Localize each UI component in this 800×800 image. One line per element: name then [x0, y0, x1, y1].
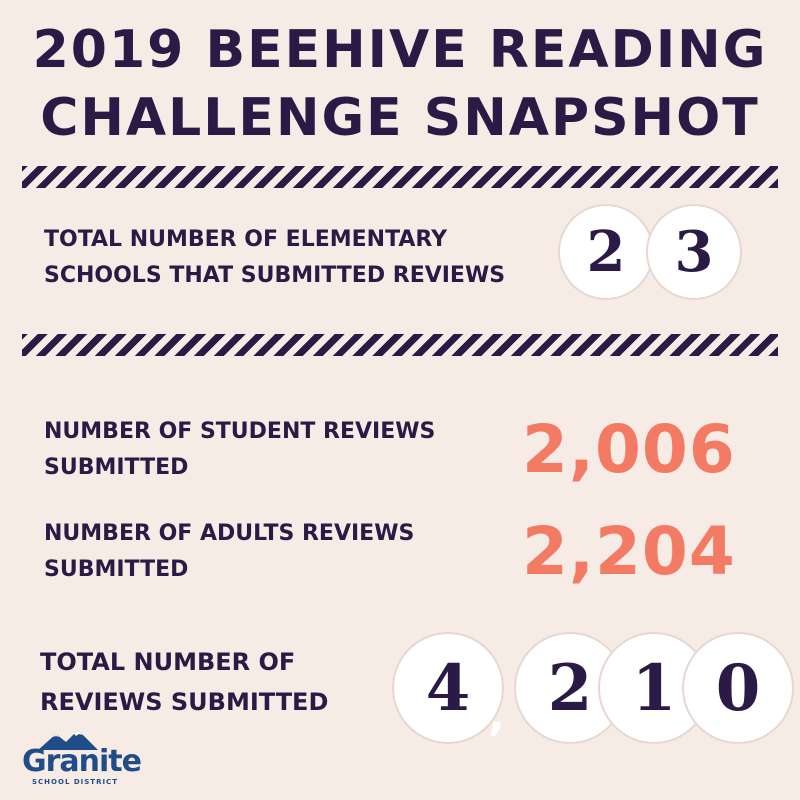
- adult-reviews-value: 2,204: [522, 513, 736, 590]
- logo-subtitle: SCHOOL DISTRICT: [32, 778, 118, 786]
- title-line-2: CHALLENGE SNAPSHOT: [40, 88, 760, 148]
- divider-stripe-top: [22, 166, 778, 188]
- total-reviews-label: TOTAL NUMBER OF REVIEWS SUBMITTED: [40, 648, 329, 716]
- total-digit-4: 0: [688, 638, 788, 738]
- total-digit-3: 1: [604, 638, 704, 738]
- student-reviews-label: NUMBER OF STUDENT REVIEWS SUBMITTED: [44, 419, 436, 480]
- title-line-1: 2019 BEEHIVE READING: [32, 20, 768, 80]
- schools-digit-2: 3: [652, 210, 736, 294]
- logo-name: Granite: [22, 744, 141, 779]
- divider-stripe-bottom: [22, 334, 778, 356]
- adult-reviews-label: NUMBER OF ADULTS REVIEWS SUBMITTED: [44, 521, 415, 582]
- schools-label: TOTAL NUMBER OF ELEMENTARY SCHOOLS THAT SUBMITTED REVIEWS: [44, 227, 506, 288]
- granite-logo: [22, 730, 141, 790]
- total-separator: ,: [488, 690, 505, 741]
- total-digit-2: 2: [520, 638, 620, 738]
- student-reviews-value: 2,006: [522, 411, 736, 488]
- schools-digit-1: 2: [564, 210, 648, 294]
- total-digit-1: 4: [398, 638, 498, 738]
